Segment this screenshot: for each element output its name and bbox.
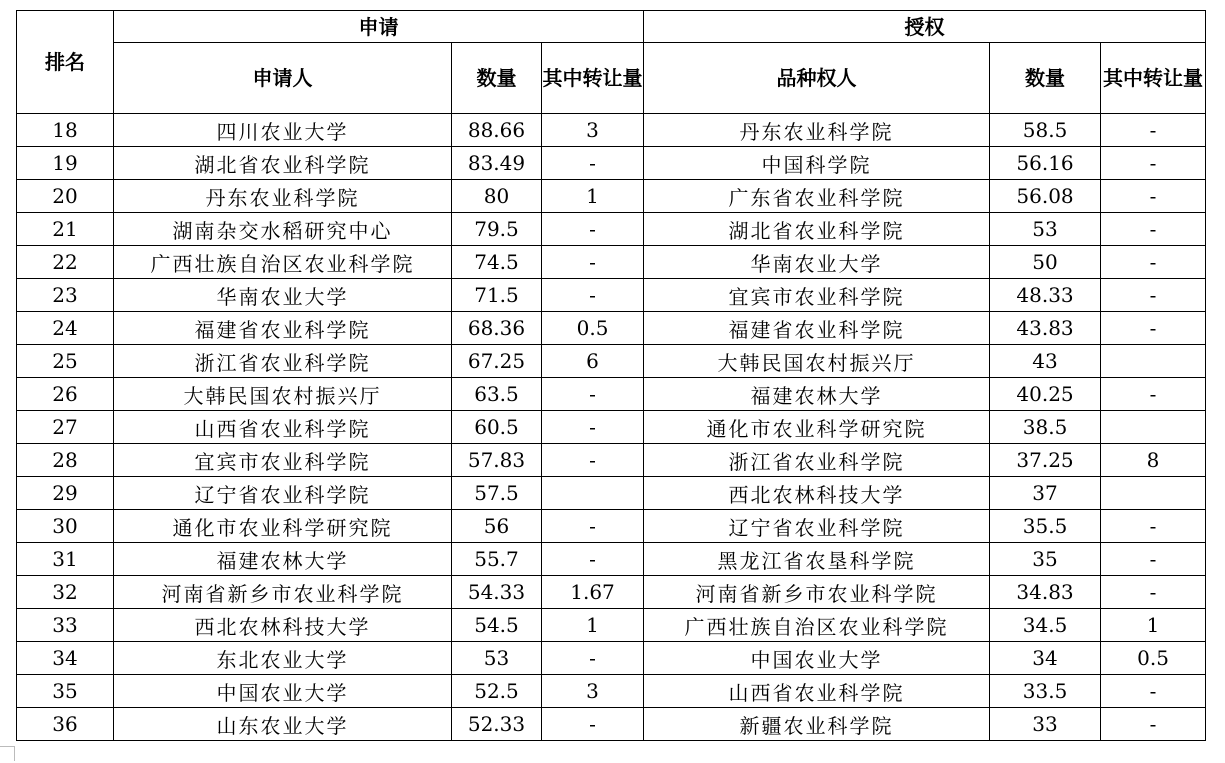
grant-count-cell: 35 <box>990 543 1101 576</box>
grant-transfer-cell <box>1101 411 1206 444</box>
applicant-cell: 宜宾市农业科学院 <box>114 444 452 477</box>
applicant-cell: 辽宁省农业科学院 <box>114 477 452 510</box>
grant-transfer-cell: - <box>1101 114 1206 147</box>
holder-cell: 福建农林大学 <box>644 378 990 411</box>
grant-transfer-cell: - <box>1101 213 1206 246</box>
rank-cell: 36 <box>17 708 114 741</box>
table-row <box>17 279 1206 312</box>
header-group-row <box>17 11 1206 43</box>
holder-cell: 中国科学院 <box>644 147 990 180</box>
applicant-cell: 广西壮族自治区农业科学院 <box>114 246 452 279</box>
application-count-cell: 54.33 <box>452 576 542 609</box>
application-transfer-cell: - <box>542 213 644 246</box>
header-column-row <box>17 43 1206 114</box>
application-transfer-cell: 3 <box>542 675 644 708</box>
grant-transfer-cell: 0.5 <box>1101 642 1206 675</box>
table-row <box>17 345 1206 378</box>
applicant-header: 申请人 <box>114 43 452 114</box>
application-count-cell: 55.7 <box>452 543 542 576</box>
holder-header: 品种权人 <box>644 43 990 114</box>
application-count-cell: 57.5 <box>452 477 542 510</box>
holder-cell: 黑龙江省农垦科学院 <box>644 543 990 576</box>
page-corner-mark <box>0 746 15 761</box>
grant-transfer-cell: - <box>1101 279 1206 312</box>
holder-cell: 辽宁省农业科学院 <box>644 510 990 543</box>
application-transfer-cell: - <box>542 444 644 477</box>
application-transfer-cell: 0.5 <box>542 312 644 345</box>
grant-count-cell: 34 <box>990 642 1101 675</box>
application-count-cell: 71.5 <box>452 279 542 312</box>
application-count-cell: 56 <box>452 510 542 543</box>
rank-cell: 24 <box>17 312 114 345</box>
holder-cell: 华南农业大学 <box>644 246 990 279</box>
ranking-table <box>16 10 1206 741</box>
application-transfer-cell: - <box>542 411 644 444</box>
grant-count-cell: 33.5 <box>990 675 1101 708</box>
grant-count-cell: 43.83 <box>990 312 1101 345</box>
grant-count-cell: 58.5 <box>990 114 1101 147</box>
applicant-cell: 浙江省农业科学院 <box>114 345 452 378</box>
grant-group-header: 授权 <box>644 11 1206 43</box>
applicant-cell: 福建农林大学 <box>114 543 452 576</box>
table-row <box>17 411 1206 444</box>
rank-cell: 26 <box>17 378 114 411</box>
holder-cell: 湖北省农业科学院 <box>644 213 990 246</box>
application-count-cell: 60.5 <box>452 411 542 444</box>
grant-transfer-cell: - <box>1101 180 1206 213</box>
applicant-cell: 山东农业大学 <box>114 708 452 741</box>
table-row <box>17 675 1206 708</box>
grant-transfer-cell: - <box>1101 576 1206 609</box>
applicant-cell: 中国农业大学 <box>114 675 452 708</box>
application-transfer-cell <box>542 477 644 510</box>
application-transfer-cell: - <box>542 246 644 279</box>
holder-cell: 福建省农业科学院 <box>644 312 990 345</box>
grant-transfer-cell: - <box>1101 675 1206 708</box>
applicant-cell: 东北农业大学 <box>114 642 452 675</box>
holder-cell: 山西省农业科学院 <box>644 675 990 708</box>
holder-cell: 中国农业大学 <box>644 642 990 675</box>
grant-transfer-cell: - <box>1101 543 1206 576</box>
holder-cell: 丹东农业科学院 <box>644 114 990 147</box>
application-count-cell: 83.49 <box>452 147 542 180</box>
holder-cell: 河南省新乡市农业科学院 <box>644 576 990 609</box>
application-transfer-cell: - <box>542 279 644 312</box>
application-transfer-cell: 3 <box>542 114 644 147</box>
table-row <box>17 510 1206 543</box>
grant-transfer-cell: - <box>1101 246 1206 279</box>
table-row <box>17 708 1206 741</box>
application-count-cell: 79.5 <box>452 213 542 246</box>
rank-cell: 32 <box>17 576 114 609</box>
application-transfer-cell: - <box>542 378 644 411</box>
grant-count-cell: 56.08 <box>990 180 1101 213</box>
application-count-cell: 57.83 <box>452 444 542 477</box>
grant-transfer-cell: - <box>1101 510 1206 543</box>
table-body <box>17 114 1206 741</box>
application-transfer-cell: 6 <box>542 345 644 378</box>
holder-cell: 宜宾市农业科学院 <box>644 279 990 312</box>
grant-count-cell: 34.83 <box>990 576 1101 609</box>
table-row <box>17 378 1206 411</box>
rank-cell: 28 <box>17 444 114 477</box>
application-count-cell: 54.5 <box>452 609 542 642</box>
application-transfer-cell: - <box>542 708 644 741</box>
rank-header: 排名 <box>17 11 114 114</box>
application-transfer-cell: 1 <box>542 180 644 213</box>
rank-cell: 18 <box>17 114 114 147</box>
rank-cell: 33 <box>17 609 114 642</box>
application-count-cell: 53 <box>452 642 542 675</box>
grant-count-cell: 37.25 <box>990 444 1101 477</box>
applicant-cell: 大韩民国农村振兴厅 <box>114 378 452 411</box>
application-transfer-cell: - <box>542 642 644 675</box>
table-header <box>17 11 1206 114</box>
grant-transfer-cell: 1 <box>1101 609 1206 642</box>
rank-cell: 27 <box>17 411 114 444</box>
table-row <box>17 642 1206 675</box>
table-row <box>17 147 1206 180</box>
application-count-cell: 52.5 <box>452 675 542 708</box>
holder-cell: 广东省农业科学院 <box>644 180 990 213</box>
grant-count-cell: 37 <box>990 477 1101 510</box>
grant-transfer-cell: - <box>1101 708 1206 741</box>
rank-cell: 35 <box>17 675 114 708</box>
grant-count-cell: 50 <box>990 246 1101 279</box>
grant-transfer-cell <box>1101 477 1206 510</box>
grant-transfer-header: 其中转让量 <box>1101 43 1206 114</box>
application-count-cell: 67.25 <box>452 345 542 378</box>
rank-cell: 29 <box>17 477 114 510</box>
application-count-cell: 63.5 <box>452 378 542 411</box>
grant-count-cell: 43 <box>990 345 1101 378</box>
table-row <box>17 180 1206 213</box>
rank-cell: 19 <box>17 147 114 180</box>
application-count-cell: 88.66 <box>452 114 542 147</box>
grant-transfer-cell: - <box>1101 147 1206 180</box>
applicant-cell: 通化市农业科学研究院 <box>114 510 452 543</box>
grant-count-header: 数量 <box>990 43 1101 114</box>
applicant-cell: 山西省农业科学院 <box>114 411 452 444</box>
holder-cell: 新疆农业科学院 <box>644 708 990 741</box>
rank-cell: 31 <box>17 543 114 576</box>
grant-count-cell: 48.33 <box>990 279 1101 312</box>
grant-count-cell: 53 <box>990 213 1101 246</box>
applicant-cell: 湖北省农业科学院 <box>114 147 452 180</box>
grant-transfer-cell <box>1101 345 1206 378</box>
table-row <box>17 246 1206 279</box>
application-transfer-cell: 1 <box>542 609 644 642</box>
application-count-cell: 74.5 <box>452 246 542 279</box>
holder-cell: 大韩民国农村振兴厅 <box>644 345 990 378</box>
applicant-cell: 四川农业大学 <box>114 114 452 147</box>
table-row <box>17 312 1206 345</box>
grant-transfer-cell: - <box>1101 312 1206 345</box>
table-row <box>17 576 1206 609</box>
application-count-header: 数量 <box>452 43 542 114</box>
application-transfer-cell: - <box>542 510 644 543</box>
rank-cell: 23 <box>17 279 114 312</box>
rank-cell: 25 <box>17 345 114 378</box>
grant-transfer-cell: - <box>1101 378 1206 411</box>
application-transfer-header: 其中转让量 <box>542 43 644 114</box>
grant-count-cell: 33 <box>990 708 1101 741</box>
applicant-cell: 河南省新乡市农业科学院 <box>114 576 452 609</box>
applicant-cell: 华南农业大学 <box>114 279 452 312</box>
holder-cell: 西北农林科技大学 <box>644 477 990 510</box>
application-transfer-cell: - <box>542 147 644 180</box>
application-group-header: 申请 <box>114 11 644 43</box>
applicant-cell: 丹东农业科学院 <box>114 180 452 213</box>
holder-cell: 广西壮族自治区农业科学院 <box>644 609 990 642</box>
rank-cell: 30 <box>17 510 114 543</box>
table-row <box>17 444 1206 477</box>
grant-count-cell: 34.5 <box>990 609 1101 642</box>
grant-transfer-cell: 8 <box>1101 444 1206 477</box>
grant-count-cell: 38.5 <box>990 411 1101 444</box>
grant-count-cell: 40.25 <box>990 378 1101 411</box>
rank-cell: 21 <box>17 213 114 246</box>
grant-count-cell: 35.5 <box>990 510 1101 543</box>
table-row <box>17 114 1206 147</box>
application-transfer-cell: - <box>542 543 644 576</box>
table-row <box>17 213 1206 246</box>
table-row <box>17 609 1206 642</box>
application-count-cell: 80 <box>452 180 542 213</box>
rank-cell: 22 <box>17 246 114 279</box>
application-transfer-cell: 1.67 <box>542 576 644 609</box>
rank-cell: 20 <box>17 180 114 213</box>
table-row <box>17 477 1206 510</box>
applicant-cell: 西北农林科技大学 <box>114 609 452 642</box>
applicant-cell: 福建省农业科学院 <box>114 312 452 345</box>
application-count-cell: 52.33 <box>452 708 542 741</box>
applicant-cell: 湖南杂交水稻研究中心 <box>114 213 452 246</box>
holder-cell: 通化市农业科学研究院 <box>644 411 990 444</box>
table-row <box>17 543 1206 576</box>
grant-count-cell: 56.16 <box>990 147 1101 180</box>
application-count-cell: 68.36 <box>452 312 542 345</box>
holder-cell: 浙江省农业科学院 <box>644 444 990 477</box>
rank-cell: 34 <box>17 642 114 675</box>
